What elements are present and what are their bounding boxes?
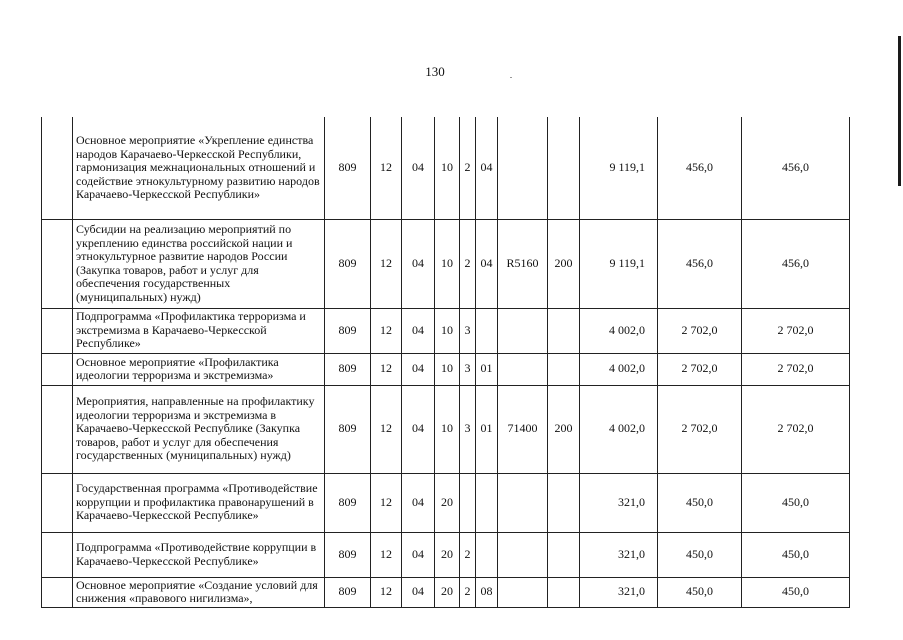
name-cell: Основное мероприятие «Профилактика идеологии терроризма и экстремизма» <box>73 353 325 385</box>
ved-cell: 809 <box>325 117 371 219</box>
year2-amount-cell: 450,0 <box>658 473 742 532</box>
expense-type-cell <box>548 117 580 219</box>
program-code-cell: 10 <box>435 219 460 308</box>
measure-code-cell: 04 <box>476 219 498 308</box>
name-cell: Государственная программа «Противодействие коррупции и профилактика правонарушений в Карачаево-Черкесской Республике» <box>73 473 325 532</box>
blank-cell <box>42 577 73 607</box>
program-code-cell: 10 <box>435 385 460 473</box>
measure-code-cell <box>476 308 498 353</box>
direction-code-cell <box>498 532 548 577</box>
table-row <box>42 532 850 577</box>
year1-amount-cell: 4 002,0 <box>580 353 658 385</box>
program-code-cell: 10 <box>435 117 460 219</box>
expense-type-cell: 200 <box>548 219 580 308</box>
subsection-cell: 04 <box>402 308 435 353</box>
subprogram-code-cell <box>460 473 476 532</box>
expense-type-cell <box>548 532 580 577</box>
year1-amount-cell: 9 119,1 <box>580 117 658 219</box>
subprogram-code-cell: 3 <box>460 353 476 385</box>
year1-amount-cell: 4 002,0 <box>580 308 658 353</box>
program-code-cell: 20 <box>435 577 460 607</box>
measure-code-cell: 04 <box>476 117 498 219</box>
program-code-cell: 20 <box>435 532 460 577</box>
year1-amount-cell: 9 119,1 <box>580 219 658 308</box>
year3-amount-cell: 450,0 <box>742 532 850 577</box>
table-row <box>42 577 850 607</box>
year2-amount-cell: 2 702,0 <box>658 385 742 473</box>
table-row <box>42 385 850 473</box>
name-cell: Мероприятия, направленные на профилактику идеологии терроризма и экстремизма в Карачаево-Черкесской Республике (Закупка товаров, работ и услуг для обеспечения государственных (муниципальных) нужд) <box>73 385 325 473</box>
subsection-cell: 04 <box>402 219 435 308</box>
direction-code-cell <box>498 353 548 385</box>
direction-code-cell <box>498 308 548 353</box>
subsection-cell: 04 <box>402 532 435 577</box>
name-cell: Подпрограмма «Профилактика терроризма и экстремизма в Карачаево-Черкесской Республике» <box>73 308 325 353</box>
year3-amount-cell: 450,0 <box>742 577 850 607</box>
budget-table <box>41 117 850 608</box>
page-number: 130 <box>425 64 445 79</box>
measure-code-cell: 08 <box>476 577 498 607</box>
direction-code-cell: 71400 <box>498 385 548 473</box>
program-code-cell: 10 <box>435 308 460 353</box>
ved-cell: 809 <box>325 308 371 353</box>
name-cell: Подпрограмма «Противодействие коррупции в Карачаево-Черкесской Республике» <box>73 532 325 577</box>
program-code-cell: 10 <box>435 353 460 385</box>
year3-amount-cell: 456,0 <box>742 117 850 219</box>
name-cell: Субсидии на реализацию мероприятий по укреплению единства российской нации и этнокультурное развитие народов России (Закупка товаров, работ и услуг для обеспечения государственных (муниципальных) нужд) <box>73 219 325 308</box>
section-cell: 12 <box>371 117 402 219</box>
direction-code-cell <box>498 473 548 532</box>
direction-code-cell <box>498 117 548 219</box>
subsection-cell: 04 <box>402 473 435 532</box>
ved-cell: 809 <box>325 473 371 532</box>
section-cell: 12 <box>371 353 402 385</box>
section-cell: 12 <box>371 219 402 308</box>
table-row <box>42 473 850 532</box>
scan-speck <box>510 77 512 78</box>
year1-amount-cell: 321,0 <box>580 532 658 577</box>
expense-type-cell: 200 <box>548 385 580 473</box>
blank-cell <box>42 385 73 473</box>
expense-type-cell <box>548 577 580 607</box>
year3-amount-cell: 2 702,0 <box>742 385 850 473</box>
subprogram-code-cell: 2 <box>460 532 476 577</box>
year3-amount-cell: 450,0 <box>742 473 850 532</box>
blank-cell <box>42 308 73 353</box>
year2-amount-cell: 2 702,0 <box>658 308 742 353</box>
ved-cell: 809 <box>325 532 371 577</box>
name-cell: Основное мероприятие «Создание условий для снижения «правового нигилизма», <box>73 577 325 607</box>
section-cell: 12 <box>371 385 402 473</box>
subsection-cell: 04 <box>402 385 435 473</box>
table-row <box>42 117 850 219</box>
section-cell: 12 <box>371 308 402 353</box>
year3-amount-cell: 2 702,0 <box>742 353 850 385</box>
measure-code-cell: 01 <box>476 385 498 473</box>
subsection-cell: 04 <box>402 353 435 385</box>
ved-cell: 809 <box>325 353 371 385</box>
blank-cell <box>42 219 73 308</box>
table-row <box>42 308 850 353</box>
scan-edge-mark <box>898 36 901 186</box>
subprogram-code-cell: 2 <box>460 577 476 607</box>
direction-code-cell: R5160 <box>498 219 548 308</box>
measure-code-cell: 01 <box>476 353 498 385</box>
year3-amount-cell: 456,0 <box>742 219 850 308</box>
expense-type-cell <box>548 353 580 385</box>
year2-amount-cell: 456,0 <box>658 219 742 308</box>
expense-type-cell <box>548 308 580 353</box>
subprogram-code-cell: 2 <box>460 117 476 219</box>
year3-amount-cell: 2 702,0 <box>742 308 850 353</box>
subsection-cell: 04 <box>402 117 435 219</box>
year1-amount-cell: 321,0 <box>580 473 658 532</box>
year2-amount-cell: 450,0 <box>658 532 742 577</box>
blank-cell <box>42 532 73 577</box>
direction-code-cell <box>498 577 548 607</box>
ved-cell: 809 <box>325 219 371 308</box>
blank-cell <box>42 353 73 385</box>
expense-type-cell <box>548 473 580 532</box>
ved-cell: 809 <box>325 385 371 473</box>
section-cell: 12 <box>371 473 402 532</box>
blank-cell <box>42 117 73 219</box>
name-cell: Основное мероприятие «Укрепление единства народов Карачаево-Черкесской Республики, гармонизация межнациональных отношений и содействие этнокультурному развитию народов Карачаево-Черкесской Республики» <box>73 117 325 219</box>
program-code-cell: 20 <box>435 473 460 532</box>
subsection-cell: 04 <box>402 577 435 607</box>
year1-amount-cell: 321,0 <box>580 577 658 607</box>
year2-amount-cell: 450,0 <box>658 577 742 607</box>
table-row <box>42 353 850 385</box>
table-row <box>42 219 850 308</box>
subprogram-code-cell: 3 <box>460 308 476 353</box>
year2-amount-cell: 456,0 <box>658 117 742 219</box>
blank-cell <box>42 473 73 532</box>
subprogram-code-cell: 3 <box>460 385 476 473</box>
subprogram-code-cell: 2 <box>460 219 476 308</box>
section-cell: 12 <box>371 532 402 577</box>
measure-code-cell <box>476 532 498 577</box>
section-cell: 12 <box>371 577 402 607</box>
year1-amount-cell: 4 002,0 <box>580 385 658 473</box>
measure-code-cell <box>476 473 498 532</box>
ved-cell: 809 <box>325 577 371 607</box>
year2-amount-cell: 2 702,0 <box>658 353 742 385</box>
